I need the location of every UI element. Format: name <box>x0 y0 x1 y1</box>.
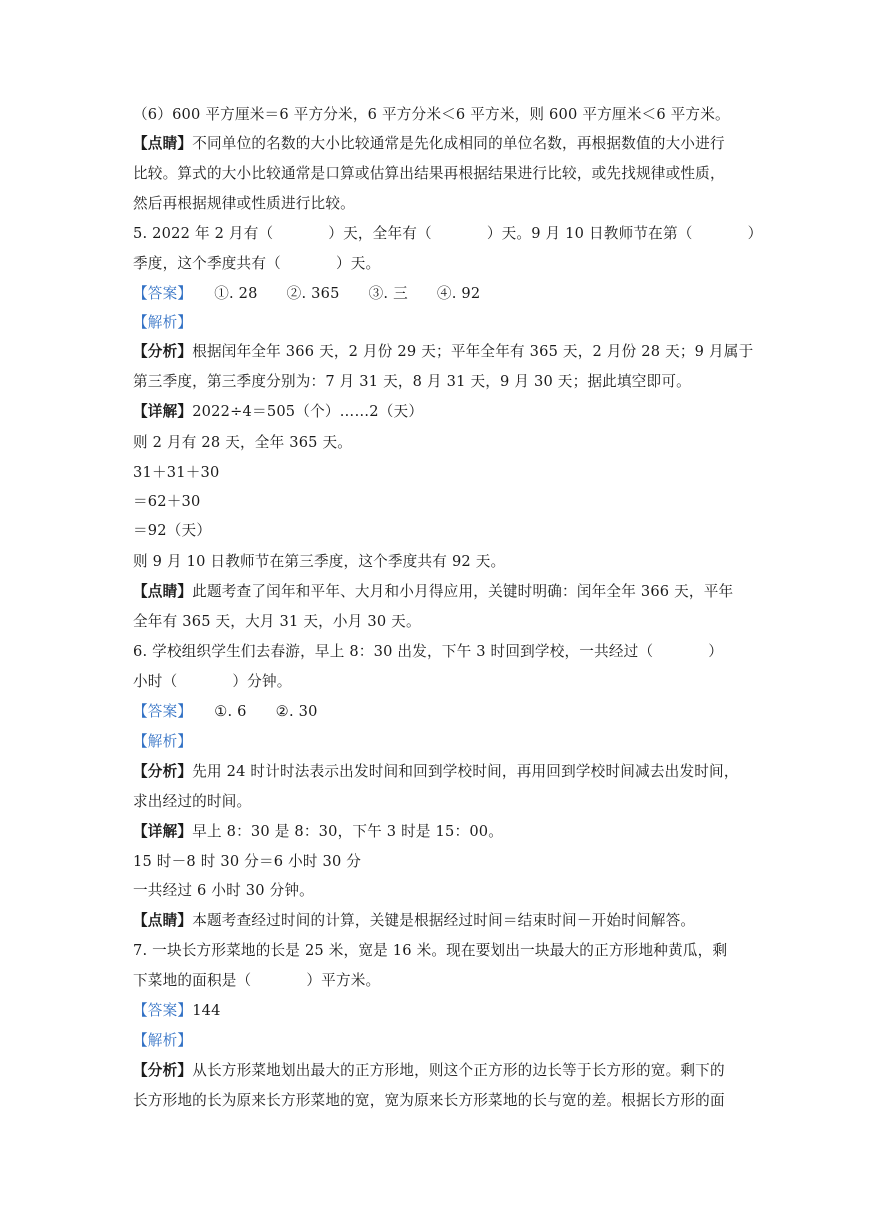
dianjing-label: 【点睛】 <box>133 135 193 152</box>
question-5 <box>133 224 762 244</box>
dianjing-label: 【点睛】 <box>133 583 193 600</box>
text: 然后再根据规律或性质进行比较。 <box>133 195 355 212</box>
analysis-line <box>133 732 192 752</box>
text-line <box>133 672 292 692</box>
text-line <box>133 881 314 901</box>
text: 7. 一块长方形菜地的长是 25 米，宽是 16 米。现在要划出一块最大的正方形地种黄瓜，剩 <box>133 942 728 959</box>
text: 不同单位的名数的大小比较通常是先化成相同的单位名数，再根据数值的大小进行 <box>192 135 725 152</box>
answer-label: 【答案】 <box>133 285 193 302</box>
text: （6）600 平方厘米＝6 平方分米，6 平方分米＜6 平方米，则 600 平方厘米＜6 平方米。 <box>133 106 730 123</box>
text-line <box>133 612 421 632</box>
answer-label: 【答案】 <box>133 703 193 720</box>
text: 小时（ <box>133 673 178 690</box>
text: 则 2 月有 28 天，全年 365 天。 <box>133 434 353 451</box>
text: 第三季度，第三季度分别为：7 月 31 天，8 月 31 天，9 月 30 天；据此填空即可。 <box>133 373 691 390</box>
answer-line <box>133 702 318 722</box>
text-line <box>133 971 380 991</box>
text-line <box>133 582 733 602</box>
question-7 <box>133 941 727 961</box>
text: 全年有 365 天，大月 31 天，小月 30 天。 <box>133 613 421 630</box>
text-line <box>133 433 352 453</box>
text: ）平方米。 <box>306 972 381 989</box>
analysis-label: 【解析】 <box>133 733 193 750</box>
text-line <box>133 792 251 812</box>
xiangjie-label: 【详解】 <box>133 403 193 420</box>
xiangjie-label: 【详解】 <box>133 823 193 840</box>
analysis-label: 【解析】 <box>133 314 193 331</box>
text: 从长方形菜地划出最大的正方形地，则这个正方形的边长等于长方形的宽。剩下的 <box>192 1062 725 1079</box>
text-line <box>133 402 423 422</box>
text-line <box>133 911 695 931</box>
text: ） <box>708 643 724 660</box>
text: 此题考查了闰年和平年、大月和小月得应用，关键时明确：闰年全年 366 天，平年 <box>192 583 734 600</box>
text: 根据闰年全年 366 天，2 月份 29 天；平年全年有 365 天，2 月份 28 天；9 月属于 <box>192 343 754 360</box>
text: 早上 8：30 是 8：30，下午 3 时是 15：00。 <box>192 823 504 840</box>
text-line <box>133 1061 725 1081</box>
text: 2022÷4＝505（个）……2（天） <box>192 403 424 420</box>
text: 本题考查经过时间的计算，关键是根据经过时间＝结束时间－开始时间解答。 <box>192 912 696 929</box>
text: ）天。9 月 10 日教师节在第（ <box>486 225 693 242</box>
dianjing-label: 【点睛】 <box>133 912 193 929</box>
answer-text: ①. 28 ②. 365 ③. 三 ④. 92 <box>214 285 481 302</box>
analysis-line <box>133 1031 192 1051</box>
fenxi-label: 【分析】 <box>133 343 193 360</box>
text: ＝92（天） <box>133 522 212 539</box>
answer-text: ①. 6 ②. 30 <box>214 703 318 720</box>
fenxi-label: 【分析】 <box>133 763 193 780</box>
text-line <box>133 1091 725 1111</box>
text-line <box>133 372 691 392</box>
text-line <box>133 463 220 483</box>
fenxi-label: 【分析】 <box>133 1062 193 1079</box>
text: ）分钟。 <box>232 673 292 690</box>
text: 则 9 月 10 日教师节在第三季度，这个季度共有 92 天。 <box>133 553 506 570</box>
text-line <box>133 492 201 512</box>
text-line <box>133 134 725 154</box>
text: 6. 学校组织学生们去春游，早上 8：30 出发，下午 3 时回到学校，一共经过（ <box>133 643 654 660</box>
text-line <box>133 105 730 125</box>
text-line <box>133 822 503 842</box>
question-6 <box>133 642 723 662</box>
text: 求出经过的时间。 <box>133 793 252 810</box>
text: ） <box>747 225 763 242</box>
analysis-label: 【解析】 <box>133 1032 193 1049</box>
text: 5. 2022 年 2 月有（ <box>133 225 274 242</box>
text-line <box>133 552 505 572</box>
answer-line <box>133 1001 221 1021</box>
text: 长方形地的长为原来长方形菜地的宽，宽为原来长方形菜地的长与宽的差。根据长方形的面 <box>133 1092 725 1109</box>
analysis-line <box>133 313 192 333</box>
text: 比较。算式的大小比较通常是口算或估算出结果再根据结果进行比较，或先找规律或性质， <box>133 165 725 182</box>
text-line <box>133 342 753 362</box>
text-line <box>133 164 725 184</box>
text: 一共经过 6 小时 30 分钟。 <box>133 882 314 899</box>
answer-text: 144 <box>192 1002 221 1019</box>
text: ）天。 <box>335 255 381 272</box>
text-line <box>133 194 355 214</box>
answer-label: 【答案】 <box>133 1002 193 1019</box>
text: ）天，全年有（ <box>328 225 432 242</box>
text: ＝62＋30 <box>133 493 201 510</box>
text-line <box>133 254 380 274</box>
text: 15 时－8 时 30 分＝6 小时 30 分 <box>133 853 362 870</box>
text: 下菜地的面积是（ <box>133 972 252 989</box>
text-line <box>133 521 211 541</box>
text: 先用 24 时计时法表示出发时间和回到学校时间，再用回到学校时间减去出发时间， <box>192 763 739 780</box>
text-line <box>133 852 361 872</box>
text: 季度，这个季度共有（ <box>133 255 281 272</box>
answer-line <box>133 284 480 304</box>
text-line <box>133 762 739 782</box>
text: 31＋31＋30 <box>133 464 220 481</box>
